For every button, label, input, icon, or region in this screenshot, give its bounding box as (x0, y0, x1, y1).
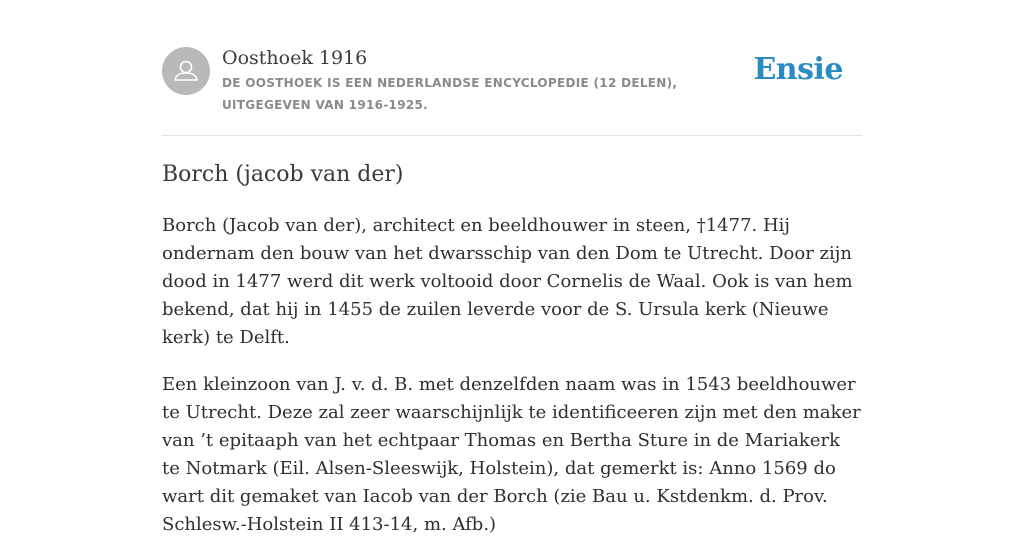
source-header (162, 44, 862, 136)
article-paragraph: Een kleinzoon van J. v. d. B. met denzelfden naam was in 1543 beeldhouwer te Utrecht. Deze zal zeer waarschijnlijk te identificeeren zijn met den maker van ’t epitaaph van het echtpaar Thomas en Bertha Sture in de Mariakerk te Notmark (Eil. Alsen-Sleeswijk, Holstein), dat gemerkt is: Anno 1569 do wart dit gemaket van Iacob van der Borch (zie Bau u. Kstdenkm. d. Prov. Schlesw.-Holstein II 413-14, m. Afb.) (162, 374, 861, 535)
article-title: Borch (jacob van der) (162, 162, 404, 187)
source-avatar[interactable] (162, 47, 210, 95)
ensie-logo[interactable]: Ensie (753, 52, 843, 87)
person-icon (162, 47, 210, 95)
article-body (162, 212, 862, 558)
article-paragraph: Borch (Jacob van der), architect en beeldhouwer in steen, †1477. Hij ondernam den bouw van het dwarsschip van den Dom te Utrecht. Door zijn dood in 1477 werd dit werk voltooid door Cornelis de Waal. Ook is van hem bekend, dat hij in 1455 de zuilen leverde voor de S. Ursula kerk (Nieuwe kerk) te Delft. (162, 215, 853, 348)
source-description: DE OOSTHOEK IS EEN NEDERLANDSE ENCYCLOPEDIE (12 DELEN), UITGEGEVEN VAN 1916-1925. (222, 76, 678, 112)
source-name[interactable]: Oosthoek 1916 (222, 47, 368, 69)
